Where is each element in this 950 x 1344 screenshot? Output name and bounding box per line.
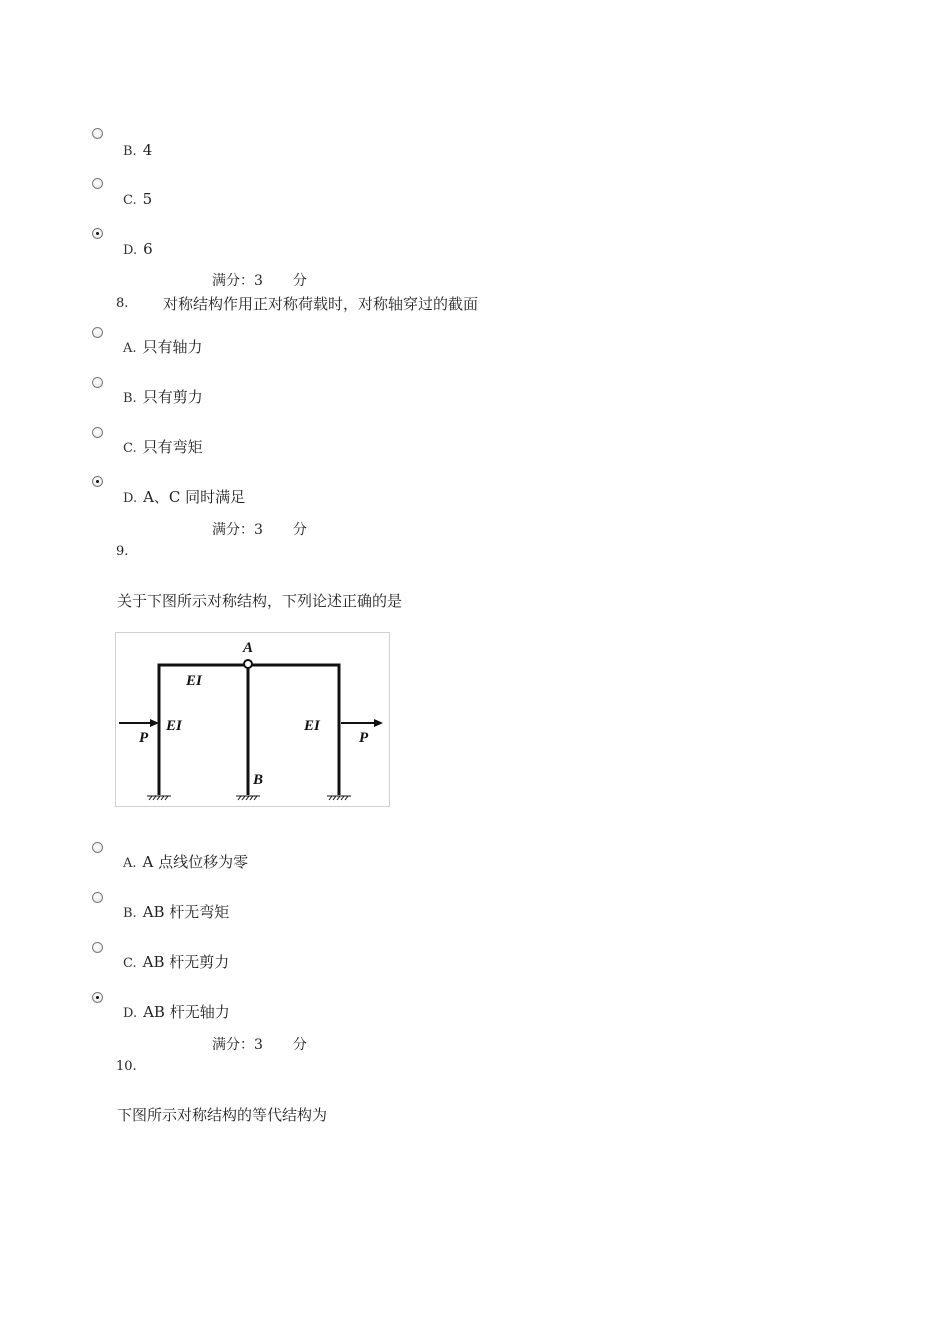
option-text: 只有轴力 [142,338,203,356]
option-label [123,438,203,458]
q10-number: 10. [116,1059,137,1074]
label-p-left: P [139,730,149,746]
radio-button[interactable] [92,327,103,338]
label-ei-right: EI [304,718,320,734]
radio-button[interactable] [92,178,103,189]
option-label [123,953,229,973]
score-label: 满分：3 [212,1037,263,1053]
option-text: AB 杆无剪力 [142,953,230,971]
option-text: 只有弯矩 [142,438,203,456]
option-text: AB 杆无弯矩 [142,903,230,921]
label-ei-beam: EI [186,673,202,689]
option-label [123,190,152,210]
option-text: A 点线位移为零 [142,853,249,871]
q10-question: 下图所示对称结构的等代结构为 [117,1106,328,1124]
frame-structure-figure [115,632,390,807]
radio-button[interactable] [92,942,103,953]
q9-number: 9. [116,544,129,559]
option-text: AB 杆无轴力 [143,1003,230,1021]
option-letter: C. [123,956,137,971]
radio-button-selected[interactable] [92,476,103,487]
score-unit: 分 [292,1037,307,1053]
option-label [123,853,248,873]
score-label: 满分：3 [212,522,263,538]
option-label [123,488,245,508]
radio-button-selected[interactable] [92,992,103,1003]
score-unit: 分 [292,522,307,538]
option-letter: B. [123,144,137,159]
option-label [123,388,203,408]
label-b: B [253,772,264,788]
option-letter: D. [123,491,138,506]
score-label: 满分：3 [212,273,263,289]
label-a: A [243,640,254,656]
option-letter: D. [123,1006,138,1021]
q8-question: 对称结构作用正对称荷载时，对称轴穿过的截面 [163,295,479,313]
q8-number: 8. [116,296,129,311]
option-text: 5 [142,190,153,208]
option-letter: A. [123,341,137,356]
radio-button[interactable] [92,427,103,438]
label-p-right: P [359,730,369,746]
radio-button[interactable] [92,892,103,903]
q9-question: 关于下图所示对称结构，下列论述正确的是 [117,592,403,610]
radio-button[interactable] [92,128,103,139]
option-letter: A. [123,856,137,871]
option-label [123,903,229,923]
option-letter: B. [123,391,137,406]
option-label [123,240,153,260]
radio-button[interactable] [92,377,103,388]
option-letter: D. [123,243,138,258]
option-letter: C. [123,193,137,208]
option-text: A、C 同时满足 [143,488,246,506]
radio-button-selected[interactable] [92,228,103,239]
score-unit: 分 [292,273,307,289]
radio-button[interactable] [92,842,103,853]
option-text: 6 [143,240,153,258]
option-label [123,338,203,358]
q7-score [212,270,307,290]
q8-score [212,519,307,539]
option-letter: B. [123,906,137,921]
hinge-a [244,660,252,668]
option-letter: C. [123,441,137,456]
option-label [123,1003,230,1023]
label-ei-left: EI [166,718,182,734]
option-text: 4 [142,141,153,159]
option-text: 只有剪力 [142,388,203,406]
option-label [123,141,152,161]
q9-score [212,1034,307,1054]
